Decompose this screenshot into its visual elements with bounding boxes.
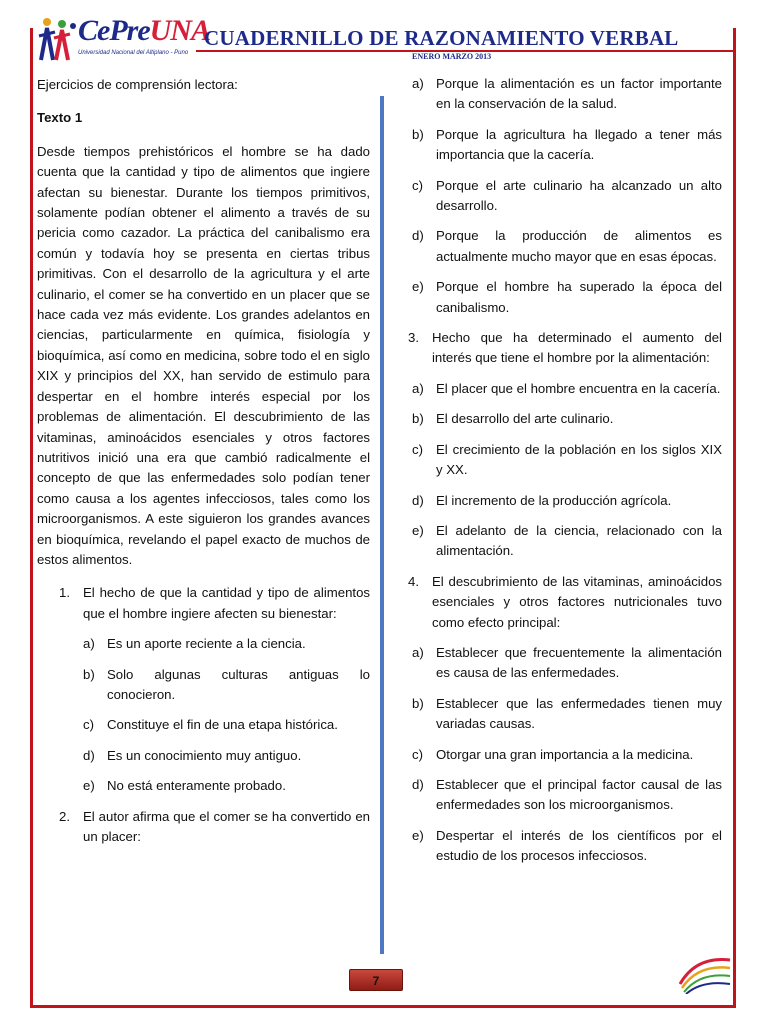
option-e <box>83 776 370 796</box>
right-column <box>408 74 722 877</box>
cepreuna-logo <box>38 14 210 62</box>
option-text: Porque la producción de alimentos es actualmente mucho mayor que en esas épocas. <box>436 228 722 264</box>
question-3-options <box>412 379 722 562</box>
option-text: No está enteramente probado. <box>107 778 286 794</box>
option-c <box>412 176 722 217</box>
option-letter: e) <box>83 778 95 794</box>
option-letter: e) <box>412 827 424 843</box>
option-c <box>412 440 722 481</box>
question-text: El hecho de que la cantidad y tipo de alimentos que el hombre ingiere afecten su bienestar: <box>83 585 370 621</box>
option-d <box>83 746 370 766</box>
option-a <box>412 74 722 115</box>
option-e <box>412 521 722 562</box>
option-d <box>412 226 722 267</box>
question-number: 1. <box>59 585 70 601</box>
question-number: 4. <box>408 573 419 589</box>
question-2-options <box>412 74 722 318</box>
option-text: Es un aporte reciente a la ciencia. <box>107 636 306 652</box>
question-1 <box>59 583 370 624</box>
option-letter: d) <box>83 747 95 763</box>
corner-emblem-icon <box>676 950 734 994</box>
left-column <box>37 75 370 847</box>
option-text: Establecer que las enfermedades tienen muy variadas causas. <box>436 695 722 732</box>
logo-figures-icon <box>38 16 78 62</box>
option-letter: c) <box>83 717 94 733</box>
option-text: Constituye el fin de una etapa histórica. <box>107 717 338 733</box>
option-text: El desarrollo del arte culinario. <box>436 411 614 427</box>
question-number: 3. <box>408 330 419 346</box>
page-title: CUADERNILLO DE RAZONAMIENTO VERBAL <box>204 26 679 50</box>
option-text: Solo algunas culturas antiguas lo conocieron. <box>107 666 370 702</box>
option-text: Otorgar una gran importancia a la medicina. <box>436 746 694 762</box>
page-border-right <box>733 28 736 1008</box>
option-a <box>83 634 370 654</box>
option-letter: a) <box>412 76 424 91</box>
logo-wordmark: CePreUNA <box>78 14 210 47</box>
question-2 <box>59 807 370 848</box>
option-letter: a) <box>83 636 95 652</box>
option-d <box>412 491 722 511</box>
option-b <box>412 694 722 735</box>
page-border-bottom <box>30 1005 736 1008</box>
option-text: Despertar el interés de los científicos por el estudio de los procesos infecciosos. <box>436 827 722 864</box>
page-subtitle: ENERO MARZO 2013 <box>412 52 492 61</box>
option-b <box>412 125 722 166</box>
option-c <box>412 745 722 765</box>
option-letter: d) <box>412 776 424 792</box>
option-text: Es un conocimiento muy antiguo. <box>107 747 302 763</box>
option-letter: e) <box>412 279 424 295</box>
option-text: Porque la alimentación es un factor importante en la conservación de la salud. <box>436 76 722 112</box>
option-e <box>412 277 722 318</box>
question-text: El descubrimiento de las vitaminas, aminoácidos esenciales y otros factores nutricionales tuvo como efecto principal: <box>432 573 722 630</box>
option-text: El adelanto de la ciencia, relacionado con la alimentación. <box>436 522 722 559</box>
section-heading: Ejercicios de comprensión lectora: <box>37 77 238 92</box>
option-text: Porque el arte culinario ha alcanzado un alto desarrollo. <box>436 177 722 214</box>
reading-passage: Desde tiempos prehistóricos el hombre se ha dado cuenta que la cantidad y tipo de alimentos que ingiere afectan su bienestar. Durante los tiempos primitivos, solamente podían obtener el alimento a través de su pericia como cazador. La práctica del canibalismo era común y todavía hoy se presenta en ciertas tribus primitivas. Con el desarrollo de la agricultura y el arte culinario, el comer se ha convertido en un placer que se hace cada vez más evidente. Los grandes adelantos en ciencias, particularmente en química, fisiología y bioquímica, así como en medicina, sobre todo el en siglo XIX y principios del XX, han servido de estimulo para despertar en el hombre interés especial por los problemas de alimentación. El descubrimiento de las vitaminas, aminoácidos esenciales y otros factores nutritivos inició una era que cambió radicalmente el concepto de que las enfermedades solo podían tener como causa a los agentes infecciosos, tales como los microorganismos. A este siguieron los grandes avances en bioquímica, revelando el papel exacto de muchos de estos alimentos. <box>37 143 370 567</box>
text-title: Texto 1 <box>37 110 83 126</box>
option-letter: c) <box>412 441 423 457</box>
option-letter: b) <box>412 695 424 711</box>
option-text: Porque el hombre ha superado la época del canibalismo. <box>436 279 722 315</box>
option-text: Establecer que frecuentemente la alimentación es causa de las enfermedades. <box>436 644 722 681</box>
question-text: Hecho que ha determinado el aumento del interés que tiene el hombre por la alimentación: <box>432 330 722 366</box>
option-letter: d) <box>412 492 424 508</box>
option-text: Porque la agricultura ha llegado a tener más importancia que la cacería. <box>436 126 722 163</box>
option-a <box>412 379 722 399</box>
option-a <box>412 643 722 684</box>
question-text: El autor afirma que el comer se ha convertido en un placer: <box>83 808 370 844</box>
option-d <box>412 775 722 816</box>
question-3 <box>408 328 722 369</box>
question-4 <box>408 572 722 633</box>
option-b <box>83 665 370 706</box>
option-letter: c) <box>412 177 423 193</box>
option-text: El incremento de la producción agrícola. <box>436 492 672 508</box>
logo-subtitle: Universidad Nacional del Altiplano - Puno <box>78 50 189 56</box>
option-letter: b) <box>412 126 424 142</box>
option-letter: e) <box>412 522 424 538</box>
option-letter: b) <box>83 666 95 682</box>
option-c <box>83 715 370 735</box>
option-letter: b) <box>412 411 424 427</box>
option-letter: d) <box>412 228 424 244</box>
option-letter: c) <box>412 746 423 762</box>
option-letter: a) <box>412 644 424 660</box>
page-number-badge: 7 <box>349 969 403 991</box>
question-number: 2. <box>59 808 70 824</box>
option-b <box>412 409 722 429</box>
page-border-left <box>30 28 33 1008</box>
option-text: Establecer que el principal factor causal de las enfermedades son los microorganismos. <box>436 776 722 813</box>
option-letter: a) <box>412 380 424 396</box>
option-e <box>412 826 722 867</box>
option-text: El placer que el hombre encuentra en la cacería. <box>436 380 721 396</box>
option-text: El crecimiento de la población en los siglos XIX y XX. <box>436 441 722 478</box>
column-divider <box>380 96 384 954</box>
question-4-options <box>412 643 722 867</box>
question-1-options <box>83 634 370 796</box>
